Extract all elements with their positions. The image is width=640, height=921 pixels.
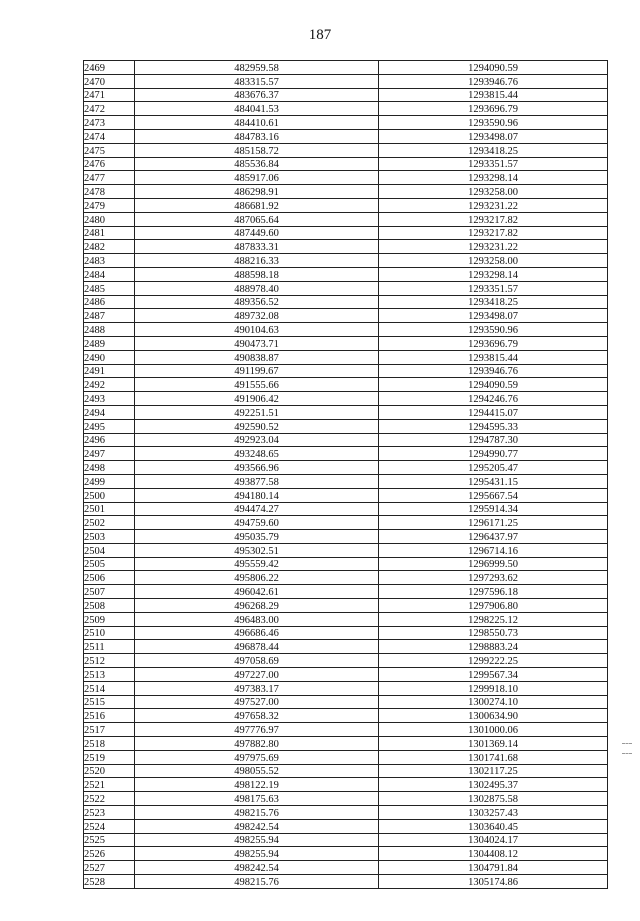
table-row — [84, 488, 608, 502]
point-number-cell: 2521 — [84, 778, 135, 792]
table-row — [84, 709, 608, 723]
table-row — [84, 599, 608, 613]
table-row — [84, 461, 608, 475]
x-coordinate-cell: 498215.76 — [135, 806, 379, 820]
y-coordinate-cell: 1294246.76 — [379, 392, 608, 406]
y-coordinate-cell: 1298550.73 — [379, 626, 608, 640]
y-coordinate-cell: 1295205.47 — [379, 461, 608, 475]
margin-mark — [622, 743, 632, 744]
table-row — [84, 695, 608, 709]
x-coordinate-cell: 490838.87 — [135, 350, 379, 364]
point-number-cell: 2513 — [84, 668, 135, 682]
point-number-cell: 2484 — [84, 267, 135, 281]
x-coordinate-cell: 485917.06 — [135, 171, 379, 185]
page-number: 187 — [308, 27, 332, 43]
point-number-cell: 2487 — [84, 309, 135, 323]
x-coordinate-cell: 484041.53 — [135, 102, 379, 116]
table-row — [84, 212, 608, 226]
table-row — [84, 668, 608, 682]
y-coordinate-cell: 1294090.59 — [379, 61, 608, 75]
table-row — [84, 875, 608, 889]
point-number-cell: 2516 — [84, 709, 135, 723]
point-number-cell: 2507 — [84, 585, 135, 599]
point-number-cell: 2512 — [84, 654, 135, 668]
table-row — [84, 171, 608, 185]
x-coordinate-cell: 497227.00 — [135, 668, 379, 682]
y-coordinate-cell: 1293231.22 — [379, 198, 608, 212]
y-coordinate-cell: 1293498.07 — [379, 309, 608, 323]
y-coordinate-cell: 1299567.34 — [379, 668, 608, 682]
x-coordinate-cell: 491555.66 — [135, 378, 379, 392]
x-coordinate-cell: 498255.94 — [135, 847, 379, 861]
table-row — [84, 267, 608, 281]
x-coordinate-cell: 494759.60 — [135, 516, 379, 530]
y-coordinate-cell: 1300634.90 — [379, 709, 608, 723]
y-coordinate-cell: 1302875.58 — [379, 792, 608, 806]
point-number-cell: 2527 — [84, 861, 135, 875]
y-coordinate-cell: 1293298.14 — [379, 267, 608, 281]
table-row — [84, 543, 608, 557]
table-row — [84, 530, 608, 544]
x-coordinate-cell: 496042.61 — [135, 585, 379, 599]
x-coordinate-cell: 487449.60 — [135, 226, 379, 240]
point-number-cell: 2470 — [84, 74, 135, 88]
point-number-cell: 2486 — [84, 295, 135, 309]
y-coordinate-cell: 1294990.77 — [379, 447, 608, 461]
table-row — [84, 198, 608, 212]
y-coordinate-cell: 1293258.00 — [379, 254, 608, 268]
table-row — [84, 833, 608, 847]
x-coordinate-cell: 488978.40 — [135, 281, 379, 295]
x-coordinate-cell: 489732.08 — [135, 309, 379, 323]
x-coordinate-cell: 483676.37 — [135, 88, 379, 102]
table-row — [84, 364, 608, 378]
y-coordinate-cell: 1293590.96 — [379, 323, 608, 337]
point-number-cell: 2510 — [84, 626, 135, 640]
y-coordinate-cell: 1296437.97 — [379, 530, 608, 544]
point-number-cell: 2509 — [84, 612, 135, 626]
table-row — [84, 516, 608, 530]
point-number-cell: 2500 — [84, 488, 135, 502]
y-coordinate-cell: 1301741.68 — [379, 750, 608, 764]
y-coordinate-cell: 1301000.06 — [379, 723, 608, 737]
x-coordinate-cell: 483315.57 — [135, 74, 379, 88]
y-coordinate-cell: 1293418.25 — [379, 143, 608, 157]
point-number-cell: 2473 — [84, 116, 135, 130]
point-number-cell: 2495 — [84, 419, 135, 433]
y-coordinate-cell: 1295667.54 — [379, 488, 608, 502]
table-row — [84, 116, 608, 130]
table-row — [84, 861, 608, 875]
x-coordinate-cell: 494180.14 — [135, 488, 379, 502]
x-coordinate-cell: 498242.54 — [135, 861, 379, 875]
y-coordinate-cell: 1305174.86 — [379, 875, 608, 889]
x-coordinate-cell: 493566.96 — [135, 461, 379, 475]
x-coordinate-cell: 498242.54 — [135, 819, 379, 833]
point-number-cell: 2483 — [84, 254, 135, 268]
y-coordinate-cell: 1299222.25 — [379, 654, 608, 668]
point-number-cell: 2481 — [84, 226, 135, 240]
x-coordinate-cell: 485158.72 — [135, 143, 379, 157]
point-number-cell: 2524 — [84, 819, 135, 833]
x-coordinate-cell: 493248.65 — [135, 447, 379, 461]
x-coordinate-cell: 485536.84 — [135, 157, 379, 171]
table-row — [84, 185, 608, 199]
y-coordinate-cell: 1293696.79 — [379, 336, 608, 350]
x-coordinate-cell: 482959.58 — [135, 61, 379, 75]
table-row — [84, 640, 608, 654]
x-coordinate-cell: 497776.97 — [135, 723, 379, 737]
x-coordinate-cell: 497058.69 — [135, 654, 379, 668]
x-coordinate-cell: 484410.61 — [135, 116, 379, 130]
y-coordinate-cell: 1293351.57 — [379, 281, 608, 295]
x-coordinate-cell: 486298.91 — [135, 185, 379, 199]
coordinates-table-body — [84, 61, 608, 889]
point-number-cell: 2479 — [84, 198, 135, 212]
table-row — [84, 626, 608, 640]
table-row — [84, 419, 608, 433]
y-coordinate-cell: 1293298.14 — [379, 171, 608, 185]
table-row — [84, 654, 608, 668]
table-row — [84, 778, 608, 792]
point-number-cell: 2520 — [84, 764, 135, 778]
x-coordinate-cell: 490473.71 — [135, 336, 379, 350]
y-coordinate-cell: 1299918.10 — [379, 681, 608, 695]
y-coordinate-cell: 1293815.44 — [379, 350, 608, 364]
x-coordinate-cell: 497975.69 — [135, 750, 379, 764]
point-number-cell: 2497 — [84, 447, 135, 461]
table-row — [84, 129, 608, 143]
y-coordinate-cell: 1293217.82 — [379, 212, 608, 226]
y-coordinate-cell: 1298883.24 — [379, 640, 608, 654]
table-row — [84, 392, 608, 406]
x-coordinate-cell: 493877.58 — [135, 474, 379, 488]
y-coordinate-cell: 1293815.44 — [379, 88, 608, 102]
table-row — [84, 806, 608, 820]
point-number-cell: 2498 — [84, 461, 135, 475]
x-coordinate-cell: 492590.52 — [135, 419, 379, 433]
y-coordinate-cell: 1297596.18 — [379, 585, 608, 599]
x-coordinate-cell: 498055.52 — [135, 764, 379, 778]
x-coordinate-cell: 491199.67 — [135, 364, 379, 378]
table-row — [84, 819, 608, 833]
x-coordinate-cell: 498175.63 — [135, 792, 379, 806]
y-coordinate-cell: 1293498.07 — [379, 129, 608, 143]
x-coordinate-cell: 488598.18 — [135, 267, 379, 281]
point-number-cell: 2511 — [84, 640, 135, 654]
y-coordinate-cell: 1293351.57 — [379, 157, 608, 171]
point-number-cell: 2526 — [84, 847, 135, 861]
point-number-cell: 2480 — [84, 212, 135, 226]
point-number-cell: 2472 — [84, 102, 135, 116]
x-coordinate-cell: 492923.04 — [135, 433, 379, 447]
point-number-cell: 2522 — [84, 792, 135, 806]
x-coordinate-cell: 486681.92 — [135, 198, 379, 212]
x-coordinate-cell: 497882.80 — [135, 737, 379, 751]
table-row — [84, 723, 608, 737]
x-coordinate-cell: 496268.29 — [135, 599, 379, 613]
table-row — [84, 295, 608, 309]
y-coordinate-cell: 1293946.76 — [379, 364, 608, 378]
y-coordinate-cell: 1302495.37 — [379, 778, 608, 792]
table-row — [84, 585, 608, 599]
table-row — [84, 240, 608, 254]
point-number-cell: 2506 — [84, 571, 135, 585]
table-row — [84, 792, 608, 806]
y-coordinate-cell: 1304791.84 — [379, 861, 608, 875]
point-number-cell: 2490 — [84, 350, 135, 364]
y-coordinate-cell: 1293696.79 — [379, 102, 608, 116]
point-number-cell: 2503 — [84, 530, 135, 544]
y-coordinate-cell: 1296999.50 — [379, 557, 608, 571]
table-row — [84, 157, 608, 171]
x-coordinate-cell: 498122.19 — [135, 778, 379, 792]
y-coordinate-cell: 1296714.16 — [379, 543, 608, 557]
point-number-cell: 2478 — [84, 185, 135, 199]
x-coordinate-cell: 497383.17 — [135, 681, 379, 695]
table-row — [84, 750, 608, 764]
y-coordinate-cell: 1293946.76 — [379, 74, 608, 88]
point-number-cell: 2491 — [84, 364, 135, 378]
point-number-cell: 2494 — [84, 405, 135, 419]
table-row — [84, 88, 608, 102]
point-number-cell: 2508 — [84, 599, 135, 613]
point-number-cell: 2493 — [84, 392, 135, 406]
table-row — [84, 764, 608, 778]
table-row — [84, 571, 608, 585]
point-number-cell: 2504 — [84, 543, 135, 557]
x-coordinate-cell: 495806.22 — [135, 571, 379, 585]
x-coordinate-cell: 484783.16 — [135, 129, 379, 143]
x-coordinate-cell: 497658.32 — [135, 709, 379, 723]
x-coordinate-cell: 492251.51 — [135, 405, 379, 419]
table-row — [84, 61, 608, 75]
y-coordinate-cell: 1293590.96 — [379, 116, 608, 130]
point-number-cell: 2528 — [84, 875, 135, 889]
y-coordinate-cell: 1303640.45 — [379, 819, 608, 833]
point-number-cell: 2523 — [84, 806, 135, 820]
point-number-cell: 2499 — [84, 474, 135, 488]
table-row — [84, 226, 608, 240]
point-number-cell: 2488 — [84, 323, 135, 337]
point-number-cell: 2515 — [84, 695, 135, 709]
table-row — [84, 309, 608, 323]
x-coordinate-cell: 496483.00 — [135, 612, 379, 626]
y-coordinate-cell: 1296171.25 — [379, 516, 608, 530]
point-number-cell: 2476 — [84, 157, 135, 171]
x-coordinate-cell: 488216.33 — [135, 254, 379, 268]
table-row — [84, 323, 608, 337]
point-number-cell: 2505 — [84, 557, 135, 571]
point-number-cell: 2471 — [84, 88, 135, 102]
table-row — [84, 254, 608, 268]
table-row — [84, 143, 608, 157]
table-row — [84, 502, 608, 516]
y-coordinate-cell: 1300274.10 — [379, 695, 608, 709]
y-coordinate-cell: 1294595.33 — [379, 419, 608, 433]
table-row — [84, 281, 608, 295]
table-row — [84, 447, 608, 461]
table-row — [84, 350, 608, 364]
x-coordinate-cell: 496878.44 — [135, 640, 379, 654]
table-row — [84, 557, 608, 571]
point-number-cell: 2489 — [84, 336, 135, 350]
y-coordinate-cell: 1304408.12 — [379, 847, 608, 861]
y-coordinate-cell: 1294090.59 — [379, 378, 608, 392]
point-number-cell: 2519 — [84, 750, 135, 764]
table-row — [84, 737, 608, 751]
y-coordinate-cell: 1298225.12 — [379, 612, 608, 626]
y-coordinate-cell: 1303257.43 — [379, 806, 608, 820]
point-number-cell: 2492 — [84, 378, 135, 392]
point-number-cell: 2518 — [84, 737, 135, 751]
x-coordinate-cell: 487833.31 — [135, 240, 379, 254]
y-coordinate-cell: 1294415.07 — [379, 405, 608, 419]
x-coordinate-cell: 490104.63 — [135, 323, 379, 337]
x-coordinate-cell: 498255.94 — [135, 833, 379, 847]
point-number-cell: 2496 — [84, 433, 135, 447]
y-coordinate-cell: 1293217.82 — [379, 226, 608, 240]
point-number-cell: 2475 — [84, 143, 135, 157]
table-row — [84, 102, 608, 116]
table-row — [84, 336, 608, 350]
y-coordinate-cell: 1293231.22 — [379, 240, 608, 254]
table-row — [84, 847, 608, 861]
point-number-cell: 2514 — [84, 681, 135, 695]
point-number-cell: 2477 — [84, 171, 135, 185]
x-coordinate-cell: 495035.79 — [135, 530, 379, 544]
point-number-cell: 2502 — [84, 516, 135, 530]
x-coordinate-cell: 495559.42 — [135, 557, 379, 571]
point-number-cell: 2485 — [84, 281, 135, 295]
y-coordinate-cell: 1293418.25 — [379, 295, 608, 309]
point-number-cell: 2525 — [84, 833, 135, 847]
margin-mark — [622, 753, 632, 754]
y-coordinate-cell: 1295914.34 — [379, 502, 608, 516]
y-coordinate-cell: 1301369.14 — [379, 737, 608, 751]
table-row — [84, 74, 608, 88]
y-coordinate-cell: 1294787.30 — [379, 433, 608, 447]
coordinates-table — [83, 60, 608, 889]
y-coordinate-cell: 1295431.15 — [379, 474, 608, 488]
point-number-cell: 2474 — [84, 129, 135, 143]
table-row — [84, 405, 608, 419]
x-coordinate-cell: 491906.42 — [135, 392, 379, 406]
point-number-cell: 2482 — [84, 240, 135, 254]
table-row — [84, 612, 608, 626]
x-coordinate-cell: 496686.46 — [135, 626, 379, 640]
y-coordinate-cell: 1293258.00 — [379, 185, 608, 199]
table-row — [84, 474, 608, 488]
point-number-cell: 2501 — [84, 502, 135, 516]
x-coordinate-cell: 489356.52 — [135, 295, 379, 309]
table-row — [84, 681, 608, 695]
x-coordinate-cell: 495302.51 — [135, 543, 379, 557]
y-coordinate-cell: 1297906.80 — [379, 599, 608, 613]
y-coordinate-cell: 1304024.17 — [379, 833, 608, 847]
y-coordinate-cell: 1302117.25 — [379, 764, 608, 778]
x-coordinate-cell: 497527.00 — [135, 695, 379, 709]
x-coordinate-cell: 494474.27 — [135, 502, 379, 516]
x-coordinate-cell: 487065.64 — [135, 212, 379, 226]
point-number-cell: 2469 — [84, 61, 135, 75]
table-row — [84, 378, 608, 392]
table-row — [84, 433, 608, 447]
point-number-cell: 2517 — [84, 723, 135, 737]
y-coordinate-cell: 1297293.62 — [379, 571, 608, 585]
x-coordinate-cell: 498215.76 — [135, 875, 379, 889]
